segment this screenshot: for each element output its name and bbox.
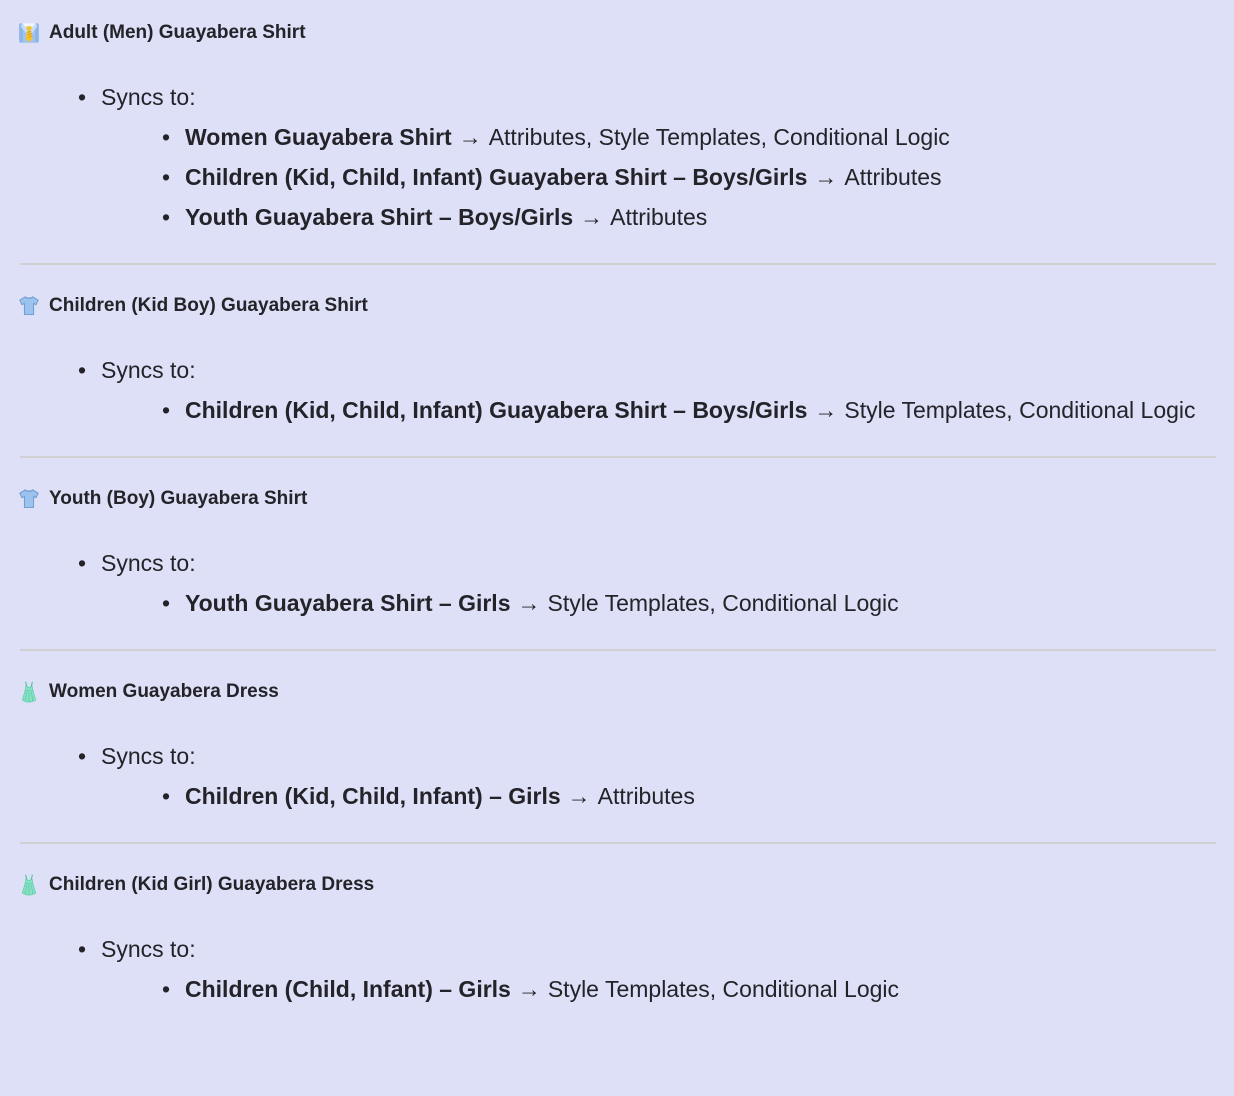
arrow-icon: → [567, 783, 591, 809]
sync-target: Children (Kid, Child, Infant) Guayabera Shirt – Boys/Girls [185, 164, 808, 190]
syncs-list [18, 929, 1216, 1009]
section-title [18, 679, 1216, 705]
sync-target: Youth Guayabera Shirt – Girls [185, 590, 511, 616]
product-section-adult-men [18, 20, 1216, 237]
product-section-women-dress [18, 679, 1216, 816]
syncs-to-item [101, 77, 1216, 237]
sync-item [185, 390, 1216, 430]
sync-target: Children (Child, Infant) – Girls [185, 976, 511, 1002]
sync-features: Style Templates, Conditional Logic [844, 397, 1196, 423]
sync-features: Style Templates, Conditional Logic [547, 590, 899, 616]
syncs-list [18, 350, 1216, 430]
section-title-text: Children (Kid Girl) Guayabera Dress [49, 874, 375, 895]
sync-features: Attributes, Style Templates, Conditional Logic [488, 124, 950, 150]
arrow-icon: → [814, 164, 838, 190]
sync-features: Attributes [610, 204, 708, 230]
section-divider [20, 842, 1216, 844]
sync-targets-list [101, 390, 1216, 430]
arrow-icon: → [458, 124, 482, 150]
syncs-list [18, 736, 1216, 816]
sync-target: Children (Kid, Child, Infant) Guayabera Shirt – Boys/Girls [185, 397, 808, 423]
syncs-to-item [101, 929, 1216, 1009]
product-section-children-kid-girl-dress [18, 872, 1216, 1009]
dress-emoji-icon [18, 874, 40, 896]
syncs-to-label: Syncs to: [101, 743, 196, 769]
sync-target: Youth Guayabera Shirt – Boys/Girls [185, 204, 574, 230]
sync-targets-list [101, 583, 1216, 623]
section-title-text: Youth (Boy) Guayabera Shirt [49, 488, 308, 509]
section-title [18, 872, 1216, 898]
arrow-icon: → [580, 204, 604, 230]
sync-features: Attributes [844, 164, 942, 190]
sync-item [185, 197, 1216, 237]
sync-item [185, 969, 1216, 1009]
tshirt-emoji-icon [18, 295, 40, 317]
syncs-list [18, 543, 1216, 623]
syncs-to-label: Syncs to: [101, 550, 196, 576]
product-section-youth-boy [18, 486, 1216, 623]
section-title [18, 293, 1216, 319]
sync-item [185, 117, 1216, 157]
arrow-icon: → [517, 590, 541, 616]
syncs-to-label: Syncs to: [101, 936, 196, 962]
sync-item [185, 776, 1216, 816]
section-title [18, 20, 1216, 46]
syncs-list [18, 77, 1216, 237]
necktie-emoji-icon [18, 22, 40, 44]
arrow-icon: → [517, 976, 541, 1002]
sync-item [185, 583, 1216, 623]
syncs-to-label: Syncs to: [101, 357, 196, 383]
sync-target: Women Guayabera Shirt [185, 124, 452, 150]
sync-features: Attributes [597, 783, 695, 809]
syncs-to-item [101, 736, 1216, 816]
tshirt-emoji-icon [18, 488, 40, 510]
syncs-to-label: Syncs to: [101, 84, 196, 110]
section-title-text: Children (Kid Boy) Guayabera Shirt [49, 295, 368, 316]
sync-targets-list [101, 776, 1216, 816]
section-title-text: Women Guayabera Dress [49, 681, 279, 702]
sync-target: Children (Kid, Child, Infant) – Girls [185, 783, 561, 809]
product-section-children-kid-boy [18, 293, 1216, 430]
section-title [18, 486, 1216, 512]
section-divider [20, 263, 1216, 265]
syncs-to-item [101, 543, 1216, 623]
dress-emoji-icon [18, 681, 40, 703]
sync-features: Style Templates, Conditional Logic [547, 976, 900, 1002]
section-divider [20, 456, 1216, 458]
sync-targets-list [101, 969, 1216, 1009]
arrow-icon: → [814, 397, 838, 423]
sync-item [185, 157, 1216, 197]
sync-targets-list [101, 117, 1216, 237]
section-title-text: Adult (Men) Guayabera Shirt [49, 22, 306, 43]
syncs-to-item [101, 350, 1216, 430]
section-divider [20, 649, 1216, 651]
